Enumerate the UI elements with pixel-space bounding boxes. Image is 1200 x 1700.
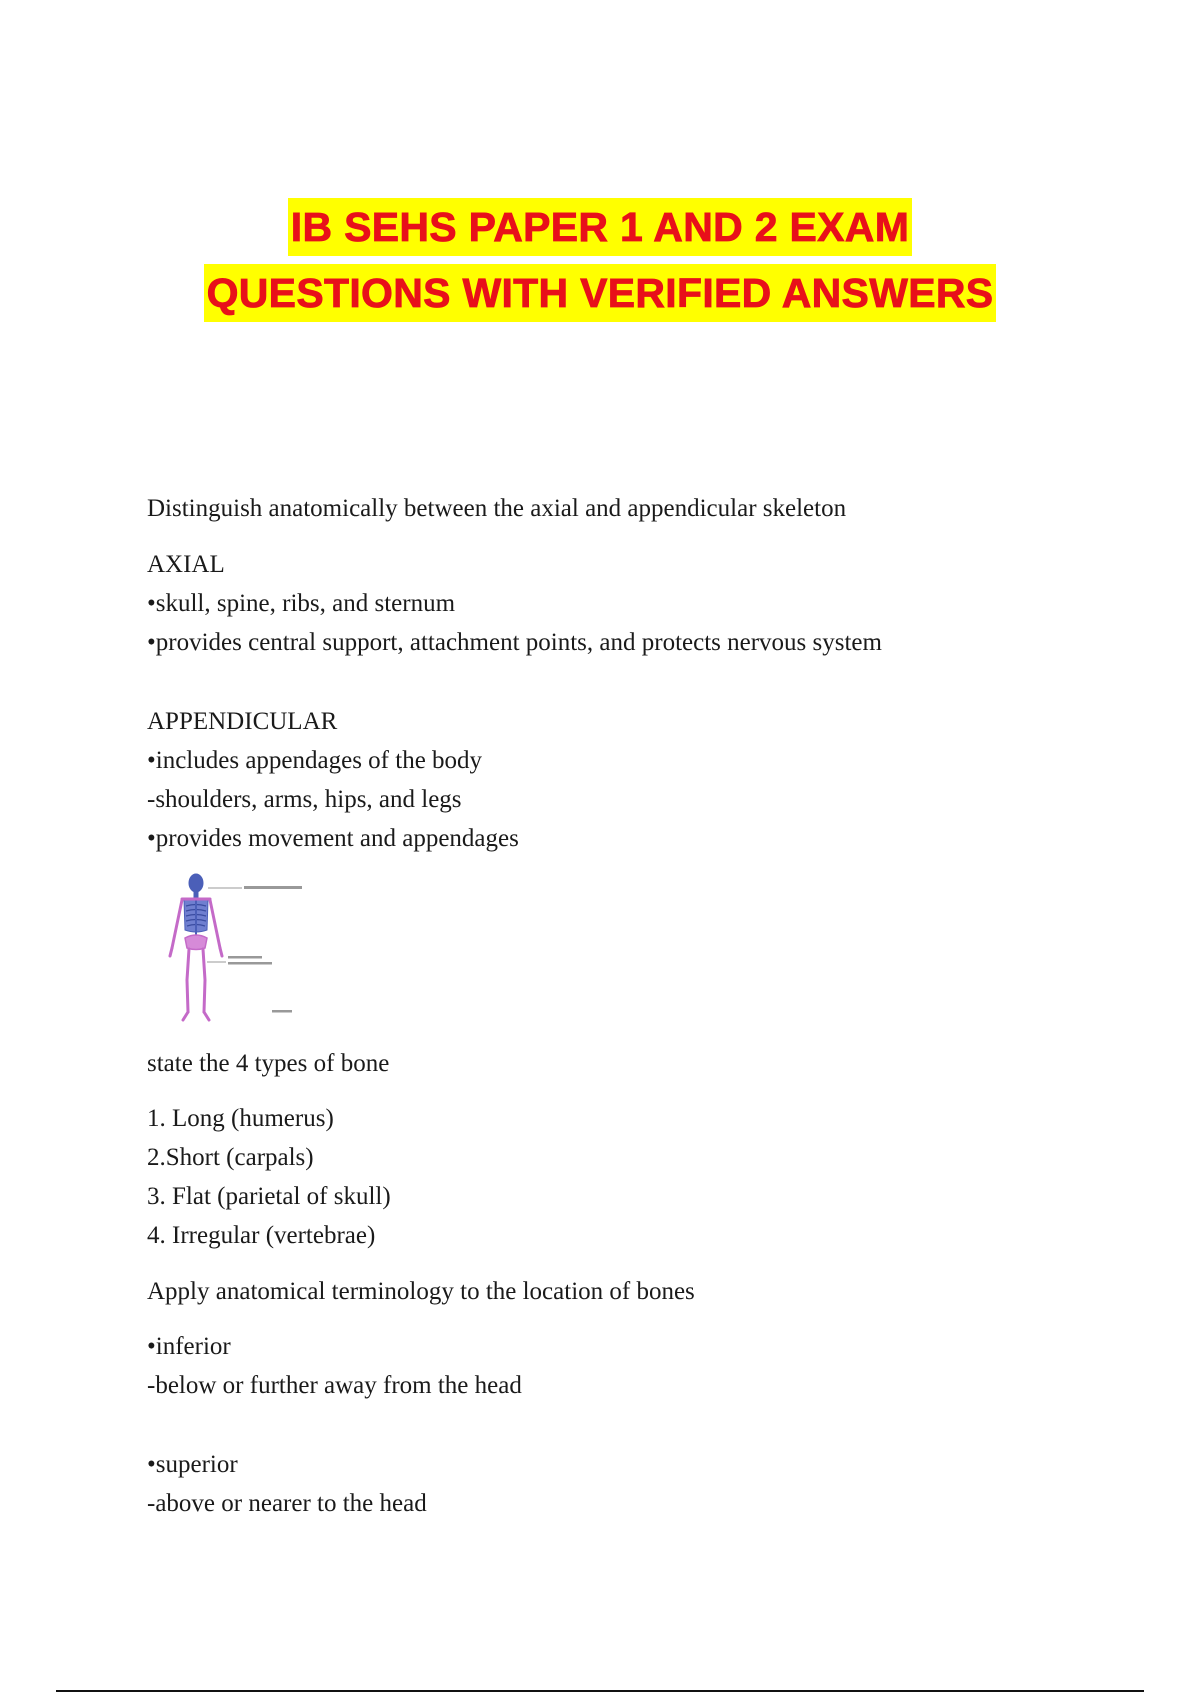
terminology-answer: •superior [147, 1451, 238, 1478]
bone-type-answer: 3. Flat (parietal of skull) [147, 1183, 391, 1210]
terminology-answer: -below or further away from the head [147, 1372, 522, 1399]
document-title [0, 198, 1200, 322]
question-2: state the 4 types of bone [147, 1050, 390, 1077]
title-line-2: QUESTIONS WITH VERIFIED ANSWERS [204, 264, 997, 322]
bone-type-answer: 1. Long (humerus) [147, 1105, 334, 1132]
terminology-answer: -above or nearer to the head [147, 1490, 427, 1517]
terminology-answer: •inferior [147, 1333, 231, 1360]
appendicular-item: -shoulders, arms, hips, and legs [147, 786, 462, 813]
question-3: Apply anatomical terminology to the location of bones [147, 1278, 695, 1305]
bone-type-answer: 2.Short (carpals) [147, 1144, 314, 1171]
illegible-label-marks [228, 886, 302, 1013]
leader-lines [207, 888, 242, 962]
bone-type-answer: 4. Irregular (vertebrae) [147, 1222, 376, 1249]
footer-rule [56, 1690, 1144, 1692]
axial-skeleton [184, 874, 208, 942]
appendicular-item: •includes appendages of the body [147, 747, 483, 774]
question-1: Distinguish anatomically between the axial and appendicular skeleton [147, 495, 847, 522]
title-line-1: IB SEHS PAPER 1 AND 2 EXAM [288, 198, 912, 256]
axial-heading: AXIAL [147, 551, 225, 578]
axial-item: •skull, spine, ribs, and sternum [147, 590, 456, 617]
skeleton-diagram-image [160, 872, 340, 1032]
axial-item: •provides central support, attachment points, and protects nervous system [147, 629, 882, 656]
appendicular-heading: APPENDICULAR [147, 708, 338, 735]
appendicular-item: •provides movement and appendages [147, 825, 519, 852]
